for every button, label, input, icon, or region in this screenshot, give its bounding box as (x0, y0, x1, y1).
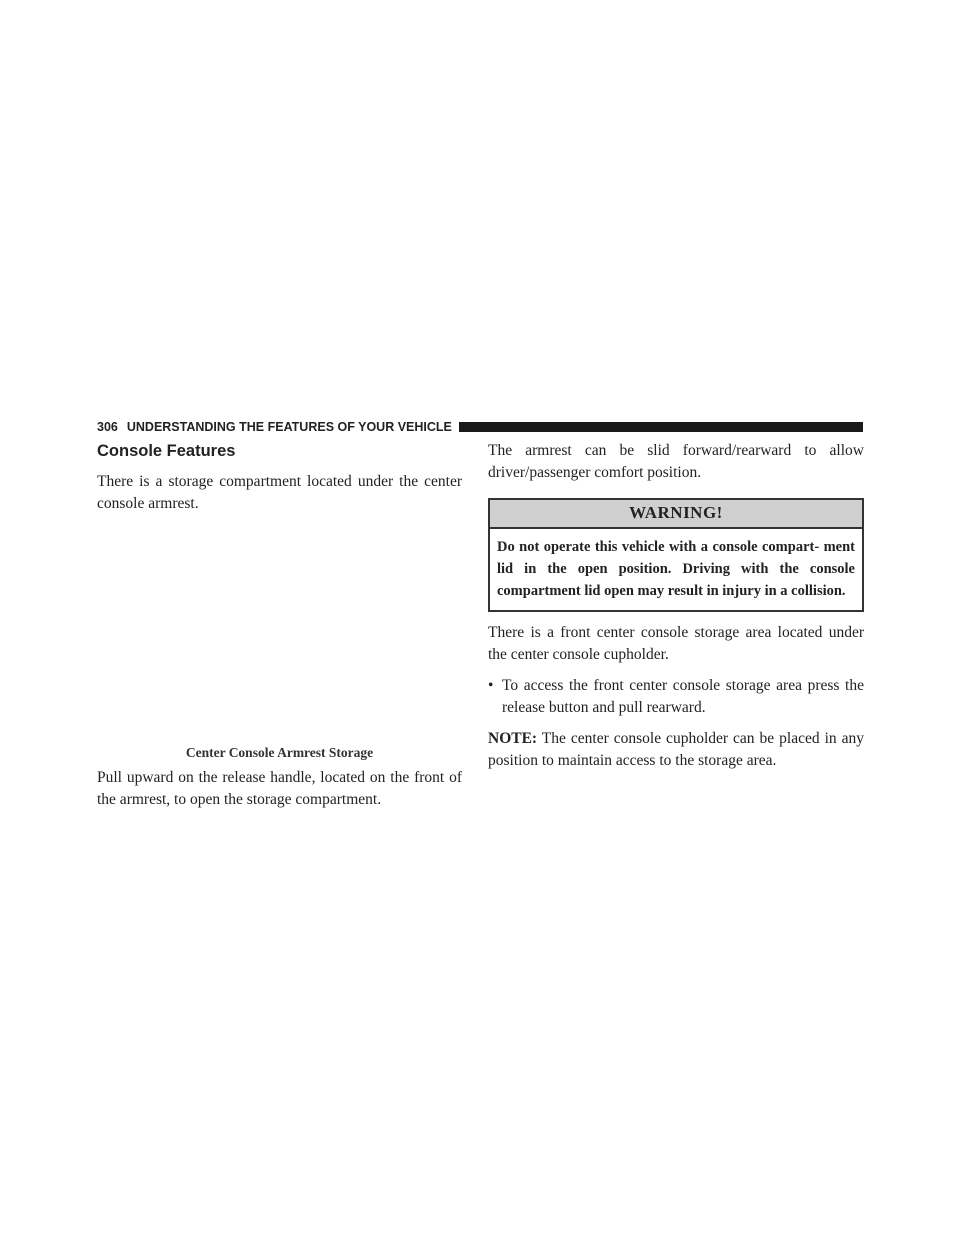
front-storage-paragraph: There is a front center console storage area located under the center console cupholder. (488, 624, 864, 663)
section-title: UNDERSTANDING THE FEATURES OF YOUR VEHICLE (126, 420, 452, 434)
page-header (97, 418, 863, 436)
note-paragraph (488, 728, 864, 772)
right-column (488, 440, 864, 772)
console-features-heading: Console Features (97, 442, 236, 460)
figure-caption: Center Console Armrest Storage (185, 745, 374, 760)
warning-text: Do not operate this vehicle with a console compart- ment lid in the open position. Driving with the console compartment lid open may result in injury in a collision. (497, 539, 855, 599)
list-item (488, 675, 864, 719)
intro-paragraph: There is a storage compartment located under the center console armrest. (97, 473, 462, 512)
bullet-icon: • (488, 677, 494, 694)
pull-handle-paragraph: Pull upward on the release handle, located on the front of the armrest, to open the storage compartment. (97, 769, 462, 808)
warning-box (488, 498, 864, 612)
note-label: NOTE: (488, 730, 538, 747)
header-rule (459, 422, 863, 432)
page-number: 306 (97, 420, 118, 434)
note-text: The center console cupholder can be placed in any position to maintain access to the storage area. (488, 730, 864, 769)
left-column (97, 440, 462, 811)
warning-title: WARNING! (490, 500, 862, 529)
bullet-text: To access the front center console storage area press the release button and pull rearward. (502, 677, 864, 716)
armrest-slide-paragraph: The armrest can be slid forward/rearward to allow driver/passenger comfort position. (488, 442, 864, 481)
armrest-figure-area (97, 515, 462, 741)
